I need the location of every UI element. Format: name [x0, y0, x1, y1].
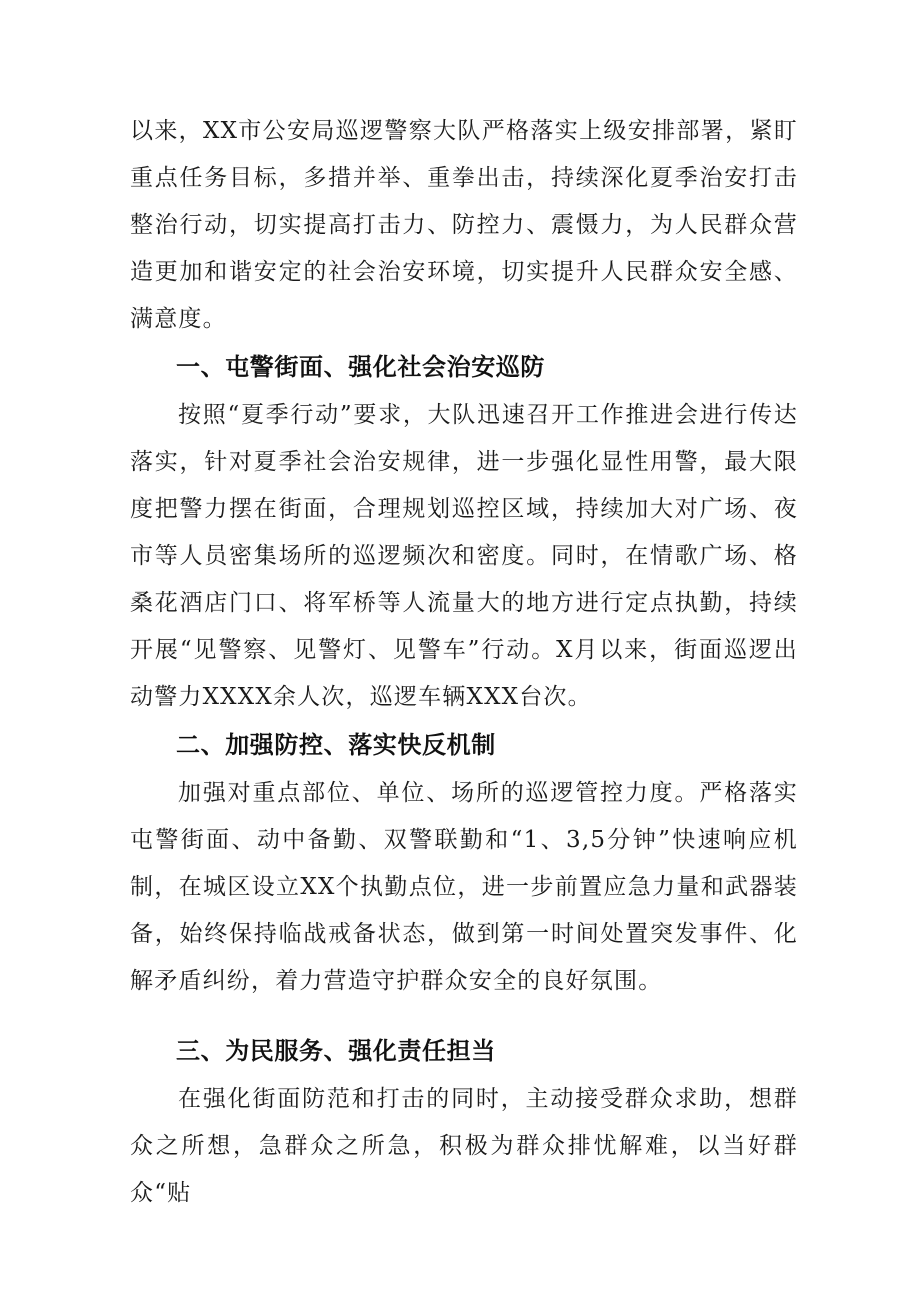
section-paragraph-2: 加强对重点部位、单位、场所的巡逻管控力度。严格落实屯警街面、动中备勤、双警联勤和“1、3,5分钟”快速响应机制，在城区设立XX个执勤点位，进一步前置应急力量和武器装备，始终保持临战戒备状态，做到第一时间处置突发事件、化解矛盾纠纷，着力营造守护群众安全的良好氛围。 — [130, 780, 798, 994]
intro-paragraph: 以来，XX市公安局巡逻警察大队严格落实上级安排部署，紧盯重点任务目标，多措并举、重拳出击，持续深化夏季治安打击整治行动，切实提高打击力、防控力、震慑力，为人民群众营造更加和谐安定的社会治安环境，切实提升人民群众安全感、满意度。 — [130, 118, 798, 332]
section-heading-3: 三、为民服务、强化责任担当 — [176, 1037, 496, 1065]
section-paragraph-1: 按照“夏季行动”要求，大队迅速召开工作推进会进行传达落实，针对夏季社会治安规律，进一步强化显性用警，最大限度把警力摆在街面，合理规划巡控区域，持续加大对广场、夜市等人员密集场所的巡逻频次和密度。同时，在情歌广场、格桑花酒店门口、将军桥等人流量大的地方进行定点执勤，持续开展“见警察、见警灯、见警车”行动。X月以来，街面巡逻出动警力XXXX余人次，巡逻车辆XXX台次。 — [130, 402, 798, 710]
section-paragraph-3: 在强化街面防范和打击的同时，主动接受群众求助，想群众之所想，急群众之所急，积极为群众排忧解难，以当好群众“贴 — [130, 1086, 798, 1206]
document-body — [130, 108, 798, 1217]
section-heading-1: 一、屯警街面、强化社会治安巡防 — [176, 353, 545, 381]
section-heading-2: 二、加强防控、落实快反机制 — [176, 731, 496, 759]
